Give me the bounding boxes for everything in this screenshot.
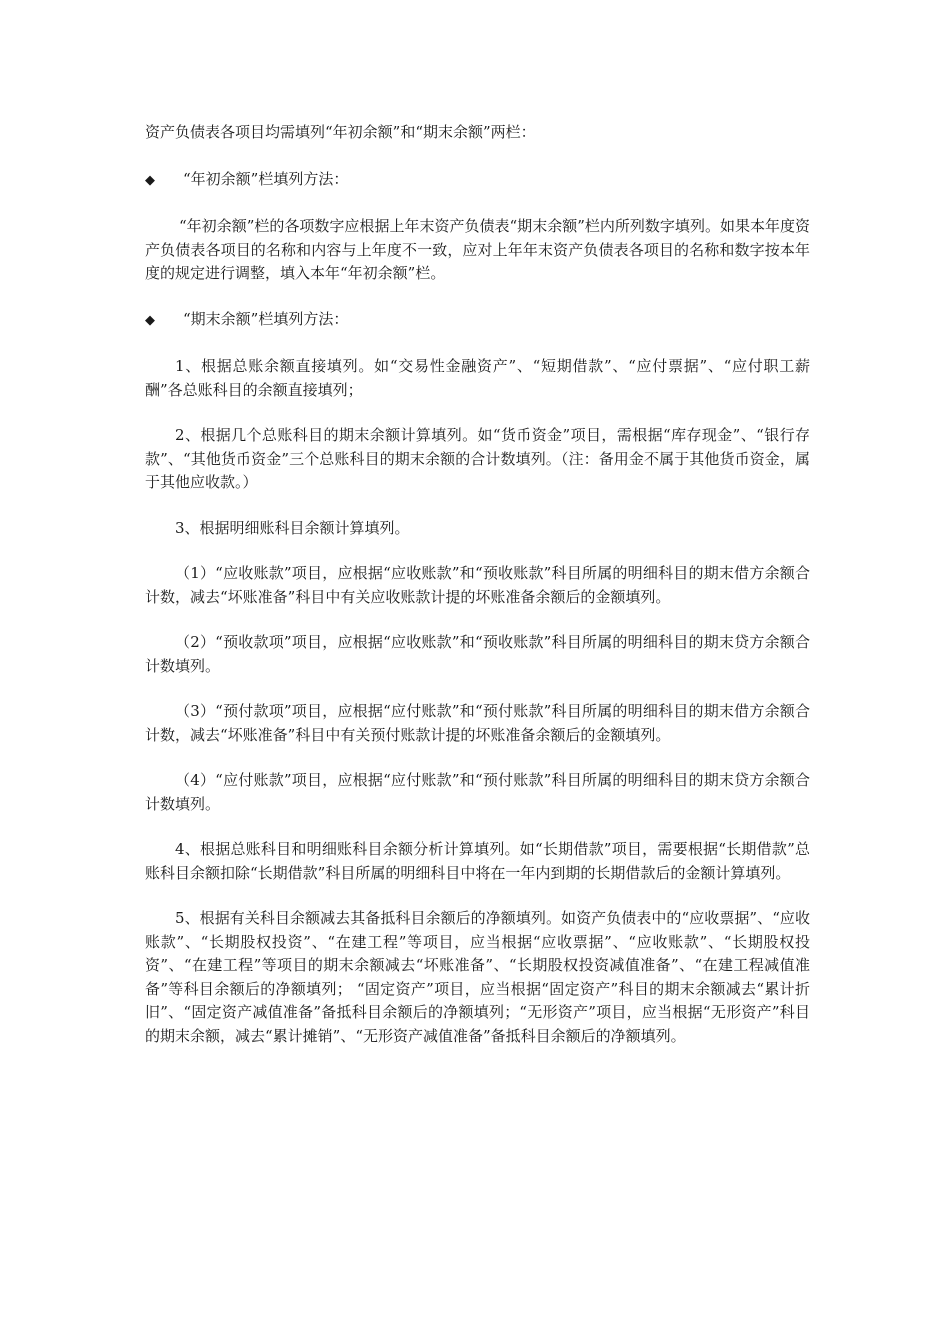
method-subitem-2: （2）“预收款项”项目，应根据“应收账款”和“预收账款”科目所属的明细科目的期末贷方余额合计数填列。	[145, 633, 810, 675]
method-item-3: 3、根据明细账科目余额计算填列。	[175, 518, 410, 537]
method-subitem-3: （3）“预付款项”项目，应根据“应付账款”和“预付账款”科目所属的明细科目的期末借方余额合计数，减去“坏账准备”科目中有关预付账款计提的坏账准备余额后的金额填列。	[145, 702, 810, 744]
method-item-5: 5、根据有关科目余额减去其备抵科目余额后的净额填列。如资产负债表中的“应收票据”、“应收账款”、“长期股权投资”、“在建工程”等项目，应当根据“应收票据”、“应收账款”、“长期股权投资”、“在建工程”等项目的期末余额减去“坏账准备”、“长期股权投资减值准备”、“在建工程减值准备”等科目余额后的净额填列； “固定资产”项目，应当根据“固定资产”科目的期末余额减去“累计折旧”、“固定资产减值准备”备抵科目余额后的净额填列；“无形资产”项目，应当根据“无形资产”科目的期末余额，减去“累计摊销”、“无形资产减值准备”备抵科目余额后的净额填列。	[145, 909, 810, 1045]
method-subitem-1: （1）“应收账款”项目，应根据“应收账款”和“预收账款”科目所属的明细科目的期末借方余额合计数，减去“坏账准备”科目中有关应收账款计提的坏账准备余额后的金额填列。	[145, 564, 810, 606]
opening-balance-paragraph: “年初余额”栏的各项数字应根据上年末资产负债表“期末余额”栏内所列数字填列。如果本年度资产负债表各项目的名称和内容与上年度不一致，应对上年年末资产负债表各项目的名称和数字按本年度的规定进行调整，填入本年“年初余额”栏。	[145, 217, 810, 282]
section-heading-opening-balance	[145, 168, 810, 193]
diamond-bullet-icon: ◆	[145, 172, 155, 188]
section-heading-text: “年初余额”栏填列方法：	[183, 169, 349, 188]
section-heading-text: “期末余额”栏填列方法：	[183, 309, 349, 328]
section-heading-closing-balance	[145, 308, 810, 333]
method-item-4: 4、根据总账科目和明细账科目余额分析计算填列。如“长期借款”项目，需要根据“长期借款”总账科目余额扣除“长期借款”科目所属的明细科目中将在一年内到期的长期借款后的金额计算填列。	[145, 840, 810, 882]
diamond-bullet-icon: ◆	[145, 312, 155, 328]
method-item-2: 2、根据几个总账科目的期末余额计算填列。如“货币资金”项目，需根据“库存现金”、“银行存款”、“其他货币资金”三个总账科目的期末余额的合计数填列。（注：备用金不属于其他货币资金，属于其他应收款。）	[145, 426, 810, 491]
document-title: 资产负债表各项目均需填列“年初余额”和“期末余额”两栏：	[145, 123, 536, 141]
method-subitem-4: （4）“应付账款”项目，应根据“应付账款”和“预付账款”科目所属的明细科目的期末贷方余额合计数填列。	[145, 771, 810, 813]
method-item-1: 1、根据总账余额直接填列。如“交易性金融资产”、“短期借款”、“应付票据”、“应付职工薪酬”各总账科目的余额直接填列；	[145, 357, 810, 399]
document-page	[145, 121, 810, 1048]
